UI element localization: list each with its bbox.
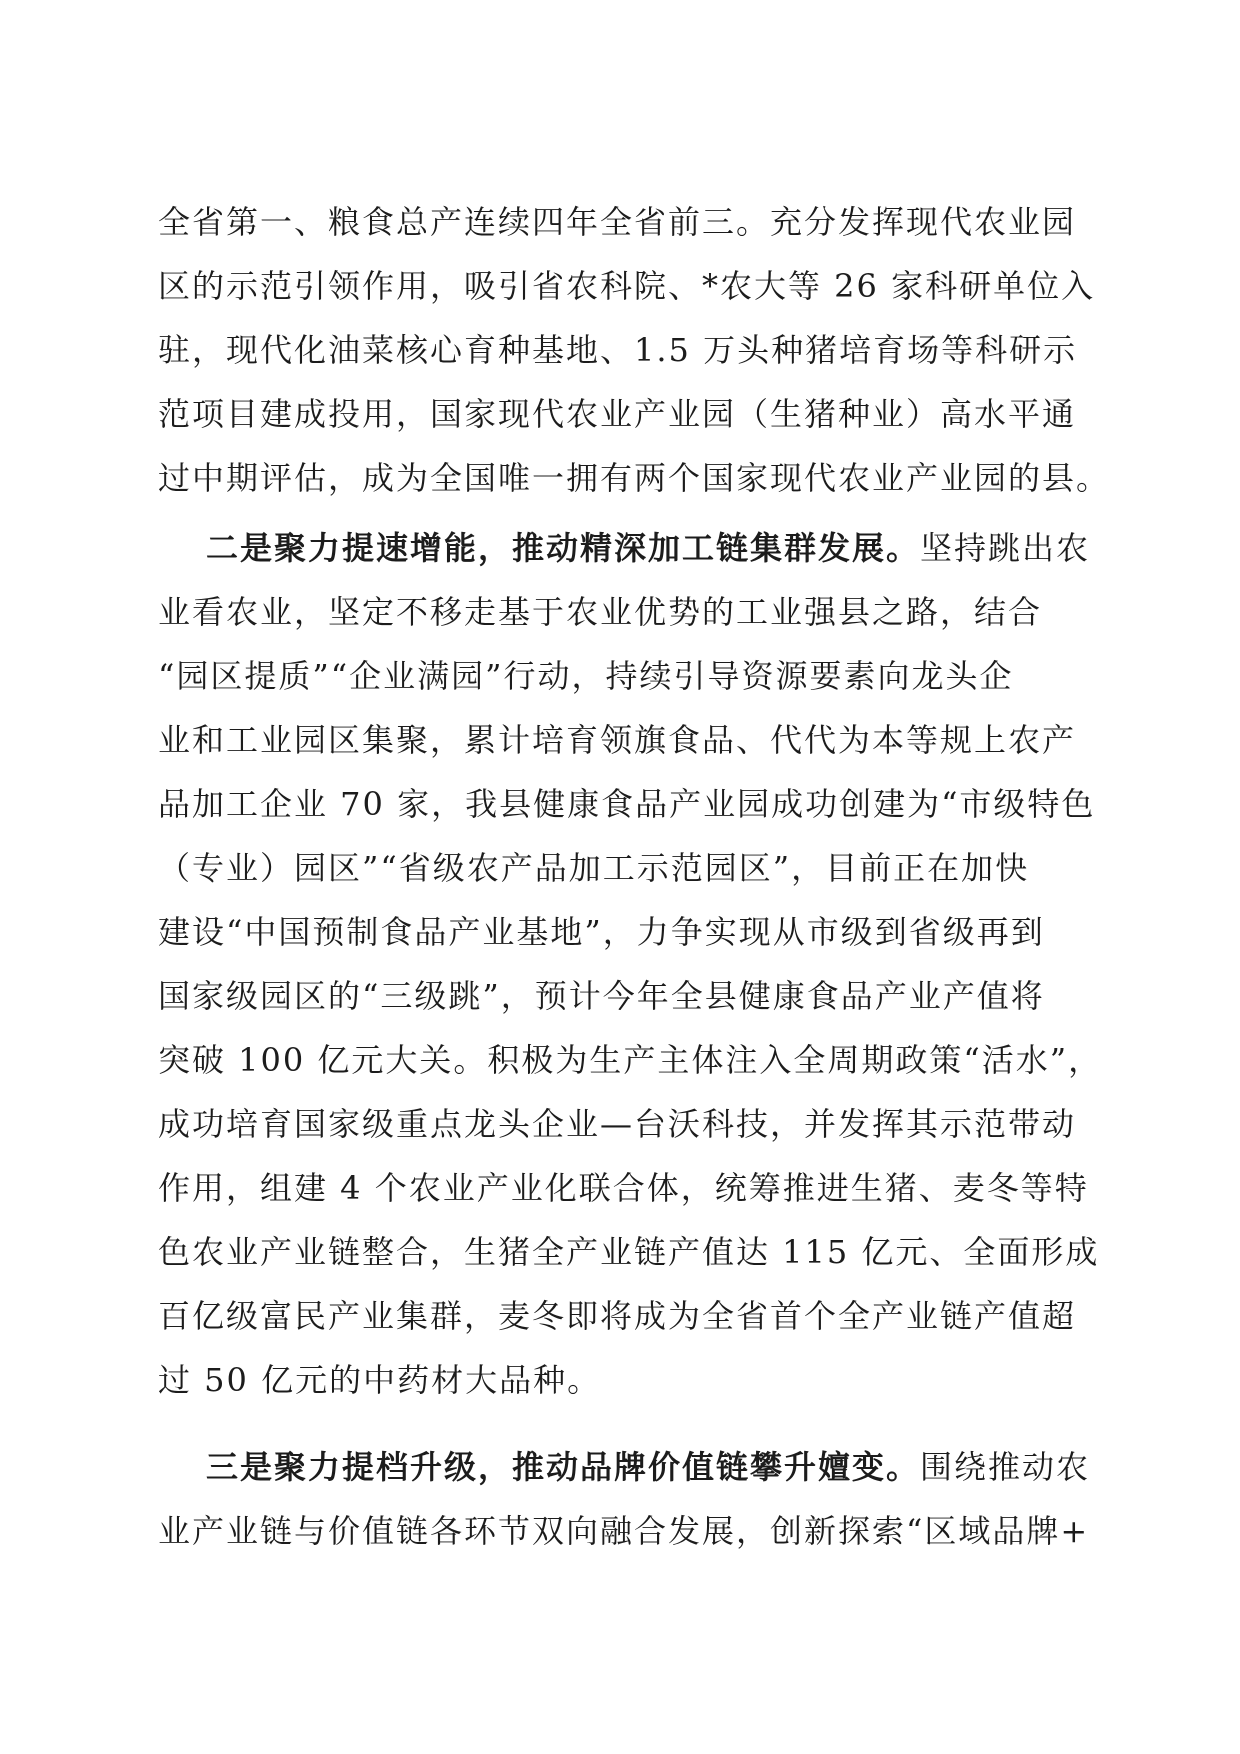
paragraph-2-line: 国家级园区的“三级跳”，预计今年全县健康食品产业产值将: [158, 977, 1045, 1015]
paragraph-2-line: （专业）园区”“省级农产品加工示范园区”，目前正在加快: [158, 849, 1030, 887]
paragraph-1-line: 范项目建成投用，国家现代农业产业园（生猪种业）高水平通: [158, 395, 1077, 433]
paragraph-2-line: “园区提质”“企业满园”行动，持续引导资源要素向龙头企: [158, 657, 1014, 695]
paragraph-2-line: 成功培育国家级重点龙头企业—台沃科技，并发挥其示范带动: [158, 1105, 1077, 1143]
paragraph-1: [158, 190, 1111, 510]
paragraph-3: [158, 1435, 1091, 1563]
paragraph-2-line: 作用，组建 4 个农业产业化联合体，统筹推进生猪、麦冬等特: [158, 1169, 1089, 1207]
paragraph-2-line: 突破 100 亿元大关。积极为生产主体注入全周期政策“活水”，: [158, 1041, 1103, 1079]
paragraph-2-line: 品加工企业 70 家，我县健康食品产业园成功创建为“市级特色: [158, 785, 1096, 823]
paragraph-3-first-line: [158, 1435, 1091, 1499]
paragraph-1-line: 区的示范引领作用，吸引省农科院、*农大等 26 家科研单位入: [158, 267, 1096, 305]
paragraph-2-line: 色农业产业链整合，生猪全产业链产值达 115 亿元、全面形成: [158, 1233, 1100, 1271]
paragraph-2-heading: 二是聚力提速增能，推动精深加工链集群发展。: [206, 529, 921, 567]
paragraph-2-first-line-rest: 坚持跳出农: [920, 529, 1091, 567]
paragraph-2-line: 过 50 亿元的中药材大品种。: [158, 1361, 602, 1399]
paragraph-1-line: 过中期评估，成为全国唯一拥有两个国家现代农业产业园的县。: [158, 459, 1111, 497]
paragraph-1-line: 驻，现代化油菜核心育种基地、1.5 万头种猪培育场等科研示: [158, 331, 1078, 369]
paragraph-3-first-line-rest: 围绕推动农: [920, 1448, 1091, 1486]
paragraph-2-line: 建设“中国预制食品产业基地”，力争实现从市级到省级再到: [158, 913, 1045, 951]
paragraph-2: [158, 516, 1103, 1412]
paragraph-1-line: 全省第一、粮食总产连续四年全省前三。充分发挥现代农业园: [158, 203, 1077, 241]
paragraph-3-line: 业产业链与价值链各环节双向融合发展，创新探索“区域品牌+: [158, 1512, 1090, 1550]
paragraph-3-heading: 三是聚力提档升级，推动品牌价值链攀升嬗变。: [206, 1448, 921, 1486]
paragraph-2-line: 业和工业园区集聚，累计培育领旗食品、代代为本等规上农产: [158, 721, 1077, 759]
paragraph-2-line: 业看农业，坚定不移走基于农业优势的工业强县之路，结合: [158, 593, 1043, 631]
paragraph-2-line: 百亿级富民产业集群，麦冬即将成为全省首个全产业链产值超: [158, 1297, 1077, 1335]
paragraph-2-first-line: [158, 516, 1091, 580]
